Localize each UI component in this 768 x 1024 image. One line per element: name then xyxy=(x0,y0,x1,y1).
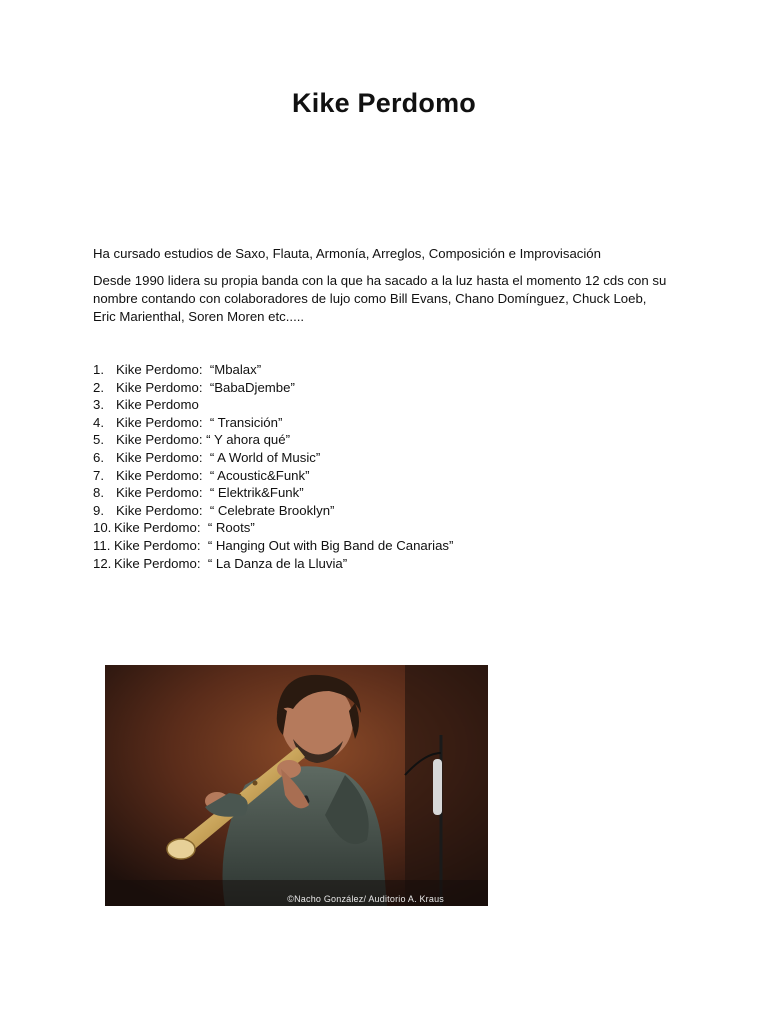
paragraph-band: Desde 1990 lidera su propia banda con la que ha sacado a la luz hasta el momento 12 cds con su nombre contando con colaboradores de lujo como Bill Evans, Chano Domínguez, Chuck Loeb, Eric Marienthal, Soren Moren etc..... xyxy=(93,273,667,324)
album-item xyxy=(93,449,453,467)
album-title: Kike Perdomo: “ Roots” xyxy=(114,520,255,536)
album-item xyxy=(93,414,453,432)
album-title: Kike Perdomo: “ Acoustic&Funk” xyxy=(116,467,310,483)
album-title: Kike Perdomo: “ Elektrik&Funk” xyxy=(116,485,304,501)
album-title: Kike Perdomo: “ La Danza de la Lluvia” xyxy=(114,555,348,571)
album-number: 1. xyxy=(93,362,104,377)
album-item xyxy=(93,555,453,573)
album-title: Kike Perdomo: “ Y ahora qué” xyxy=(116,432,290,448)
musician-photo xyxy=(105,665,488,906)
album-title: Kike Perdomo: “ Hanging Out with Big Band de Canarias” xyxy=(114,537,454,553)
album-number: 7. xyxy=(93,467,104,483)
album-title: Kike Perdomo xyxy=(116,397,199,413)
album-list xyxy=(93,361,453,572)
album-number: 8. xyxy=(93,485,104,501)
album-number: 4. xyxy=(93,414,104,430)
album-number: 2. xyxy=(93,379,104,395)
album-title: Kike Perdomo: “Mbalax” xyxy=(116,362,262,377)
page-title: Kike Perdomo xyxy=(292,88,476,118)
album-number: 9. xyxy=(93,502,104,518)
album-number: 12. xyxy=(93,555,112,571)
album-item xyxy=(93,431,453,449)
album-number: 6. xyxy=(93,449,104,465)
photo-credit: ©Nacho González/ Auditorio A. Kraus xyxy=(287,894,444,904)
album-number: 5. xyxy=(93,432,104,448)
album-title: Kike Perdomo: “ A World of Music” xyxy=(116,449,321,465)
album-title: Kike Perdomo: “ Celebrate Brooklyn” xyxy=(116,502,335,518)
album-item xyxy=(93,467,453,485)
album-number: 11. xyxy=(93,537,111,553)
album-item xyxy=(93,537,453,555)
album-title: Kike Perdomo: “ Transición” xyxy=(116,414,283,430)
paragraph-studies: Ha cursado estudios de Saxo, Flauta, Armonía, Arreglos, Composición e Improvisación xyxy=(93,246,601,261)
album-number: 3. xyxy=(93,397,104,413)
album-item xyxy=(93,519,453,537)
saxophonist-image xyxy=(105,665,488,906)
album-item xyxy=(93,502,453,520)
album-number: 10. xyxy=(93,520,112,536)
album-item xyxy=(93,396,453,414)
album-item xyxy=(93,361,453,379)
album-item xyxy=(93,379,453,397)
album-title: Kike Perdomo: “BabaDjembe” xyxy=(116,379,295,395)
album-item xyxy=(93,484,453,502)
